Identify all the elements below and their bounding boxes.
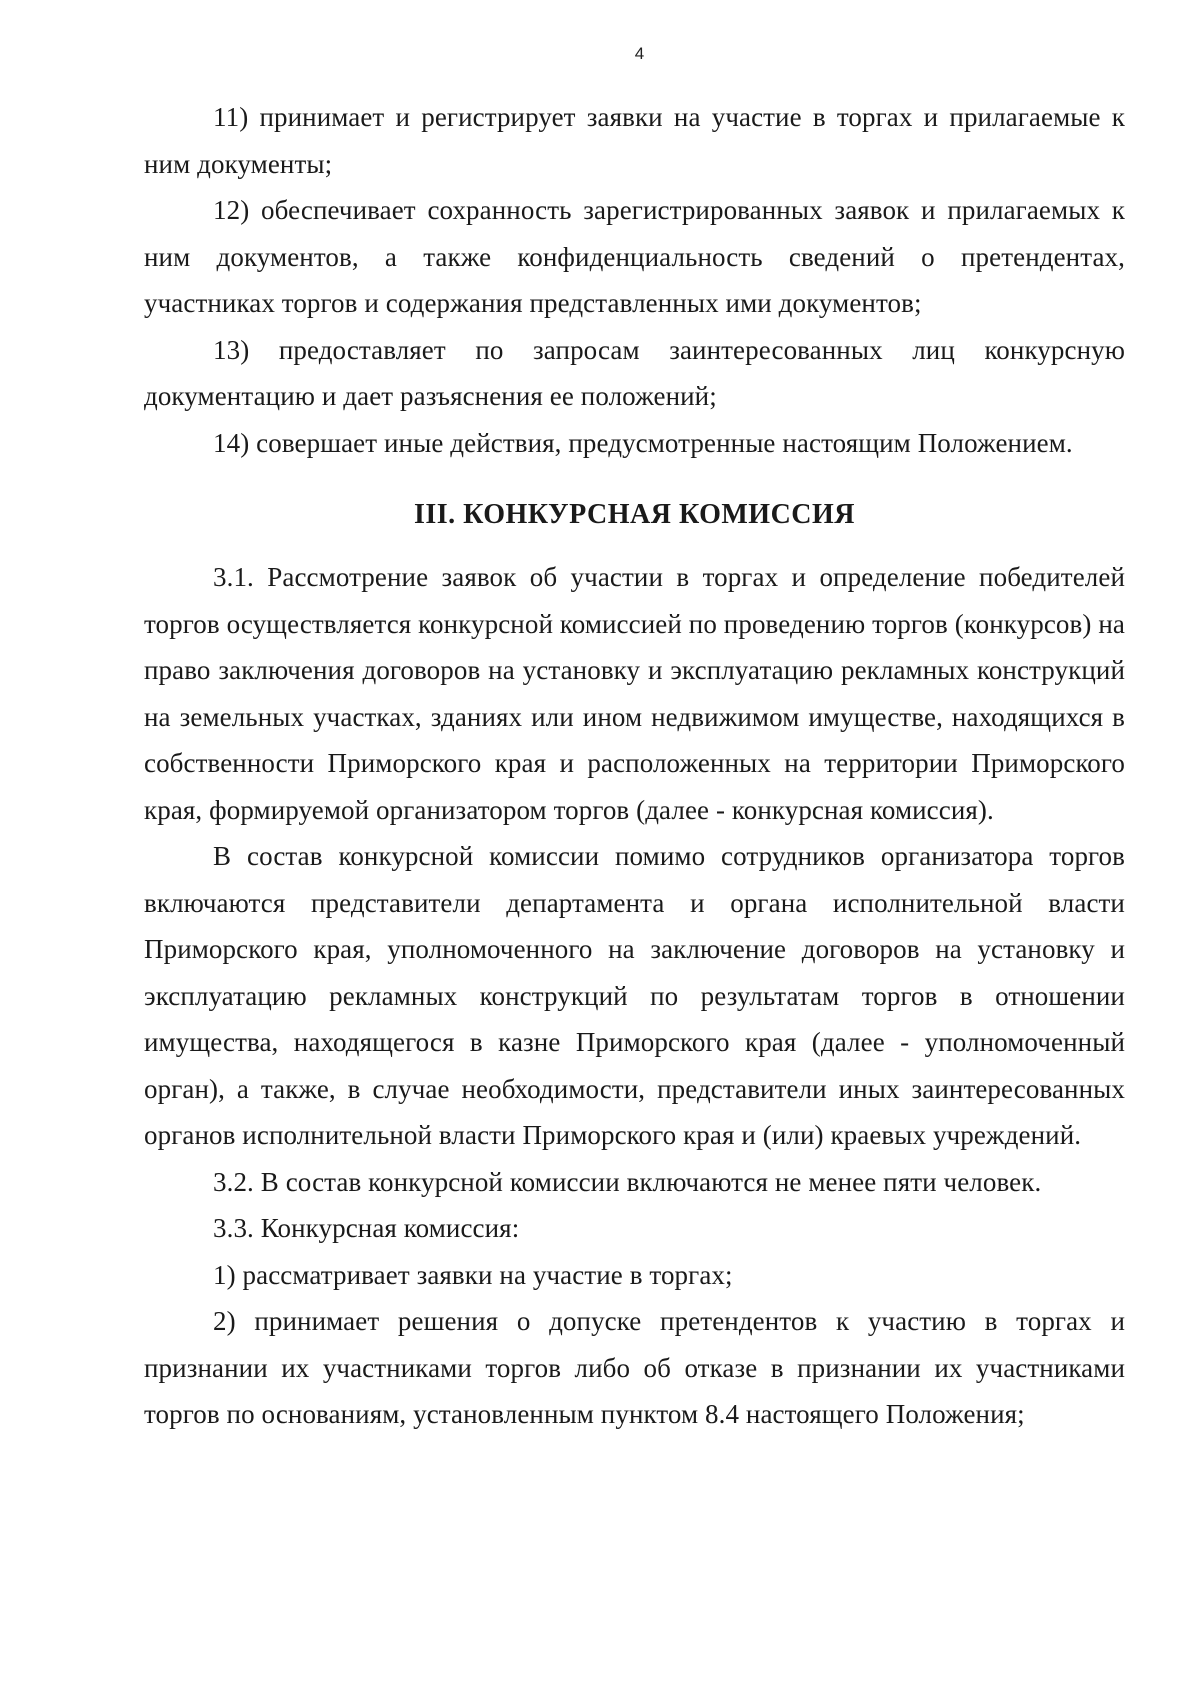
paragraph-item-13: 13) предоставляет по запросам заинтересованных лиц конкурсную документацию и дает разъяснения ее положений; (144, 334, 1125, 411)
paragraph-item-11: 11) принимает и регистрирует заявки на участие в торгах и прилагаемые к ним документы; (144, 102, 1125, 179)
paragraph-item-14: 14) совершает иные действия, предусмотренные настоящим Положением. (213, 427, 1073, 458)
paragraph-commission-item-1: 1) рассматривает заявки на участие в торгах; (213, 1259, 733, 1290)
paragraph-3-1: 3.1. Рассмотрение заявок об участии в торгах и определение победителей торгов осуществляется конкурсной комиссией по проведению торгов (конкурсов) на право заключения договоров на установку и эксплуатацию рекламных конструкций на земельных участках, зданиях или ином недвижимом имуществе, находящихся в собственности Приморского края и расположенных на территории Приморского края, формируемой организатором торгов (далее - конкурсная комиссия). (144, 562, 1125, 825)
page-number: 4 (634, 44, 645, 63)
section-heading: III. КОНКУРСНАЯ КОМИССИЯ (413, 499, 856, 530)
paragraph-item-12: 12) обеспечивает сохранность зарегистрированных заявок и прилагаемых к ним документов, а также конфиденциальность сведений о претендентах, участниках торгов и содержания представленных ими документов; (144, 195, 1125, 318)
paragraph-commission-item-2: 2) принимает решения о допуске претендентов к участию в торгах и признании их участниками торгов либо об отказе в признании их участниками торгов по основаниям, установленным пунктом 8.4 настоящего Положения; (144, 1306, 1125, 1429)
paragraph-commission-composition: В состав конкурсной комиссии помимо сотрудников организатора торгов включаются представители департамента и органа исполнительной власти Приморского края, уполномоченного на заключение договоров на установку и эксплуатацию рекламных конструкций по результатам торгов в отношении имущества, находящегося в казне Приморского края (далее - уполномоченный орган), а также, в случае необходимости, представители иных заинтересованных органов исполнительной власти Приморского края и (или) краевых учреждений. (144, 841, 1125, 1150)
paragraph-3-3: 3.3. Конкурсная комиссия: (213, 1213, 520, 1243)
paragraph-3-2: 3.2. В состав конкурсной комиссии включаются не менее пяти человек. (213, 1166, 1042, 1197)
